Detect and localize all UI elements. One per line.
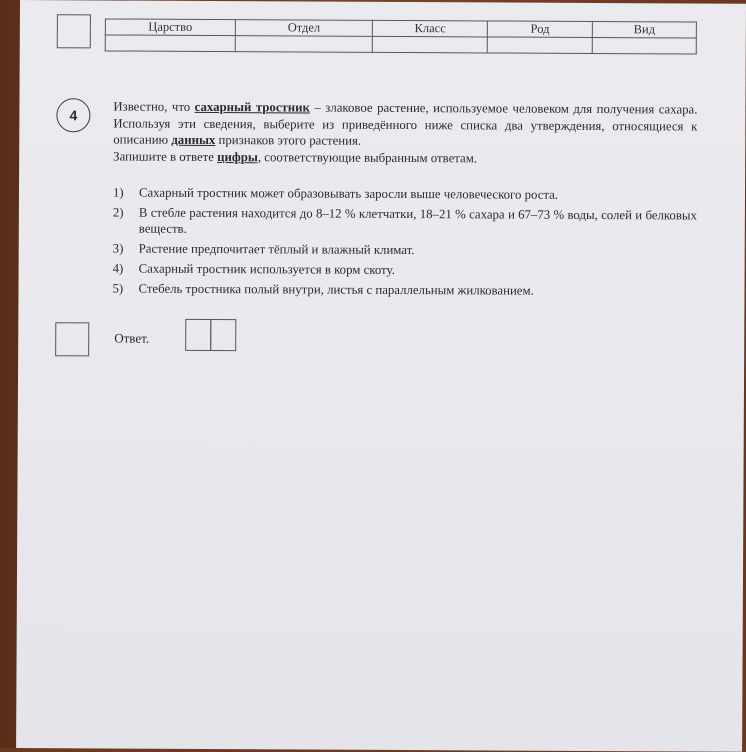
option-number: 4) xyxy=(112,261,124,276)
exam-page xyxy=(16,0,746,752)
answer-cell[interactable] xyxy=(373,36,488,53)
option-number: 3) xyxy=(112,241,124,256)
table-header-cell: Отдел xyxy=(235,20,373,37)
highlight-term: цифры xyxy=(217,149,258,164)
option-text: Сахарный тростник может образовывать заросли выше человеческого роста. xyxy=(138,185,559,202)
answer-cell[interactable] xyxy=(487,37,592,54)
options-list xyxy=(112,184,697,303)
highlight-term: сахарный тростник xyxy=(194,99,310,115)
answer-label: Ответ. xyxy=(114,330,150,346)
intro-text: признаков этого растения. xyxy=(215,133,362,148)
taxonomy-table xyxy=(105,18,697,54)
table-header-cell: Царство xyxy=(105,19,235,36)
intro-text: – злаковое растение, используемое человеком для получения сахара. Используя эти сведения, выберите из приведённого ниже списка два утверждения, относящиеся к описанию xyxy=(113,100,698,147)
option-text: Стебель тростника полый внутри, листья с параллельным жилкованием. xyxy=(138,281,534,298)
instruction-text: , соответствующие выбранным ответам. xyxy=(257,149,478,165)
answer-cell[interactable] xyxy=(592,37,696,54)
table-header-cell: Класс xyxy=(373,20,488,37)
list-item xyxy=(113,240,697,259)
instruction-text: Запишите в ответе xyxy=(113,148,218,164)
intro-text: Известно, что xyxy=(113,99,195,114)
option-number: 5) xyxy=(112,281,124,296)
task-intro xyxy=(113,98,697,167)
table-row xyxy=(105,35,696,54)
highlight-term: данных xyxy=(171,132,216,148)
task-number: 4 xyxy=(56,98,90,132)
option-number: 2) xyxy=(112,205,124,220)
score-box-task-3[interactable] xyxy=(57,14,91,48)
option-text: Растение предпочитает тёплый и влажный климат. xyxy=(138,241,415,258)
table-header-cell: Вид xyxy=(592,21,696,38)
option-text: Сахарный тростник используется в корм скоту. xyxy=(138,261,395,277)
option-text: В стебле растения находится до 8–12 % клетчатки, 18–21 % сахара и 67–73 % воды, солей и белковых веществ. xyxy=(138,205,697,236)
answer-digit-cell-2[interactable] xyxy=(210,319,236,351)
answer-cell[interactable] xyxy=(105,35,235,52)
list-item xyxy=(112,280,696,299)
table-header-cell: Род xyxy=(488,21,593,38)
list-item xyxy=(113,260,697,279)
answer-cell[interactable] xyxy=(235,36,373,53)
option-number: 1) xyxy=(112,185,124,200)
list-item xyxy=(113,204,697,239)
answer-digit-cell-1[interactable] xyxy=(185,319,211,351)
list-item xyxy=(113,184,697,203)
score-box-task-4[interactable] xyxy=(55,322,89,356)
